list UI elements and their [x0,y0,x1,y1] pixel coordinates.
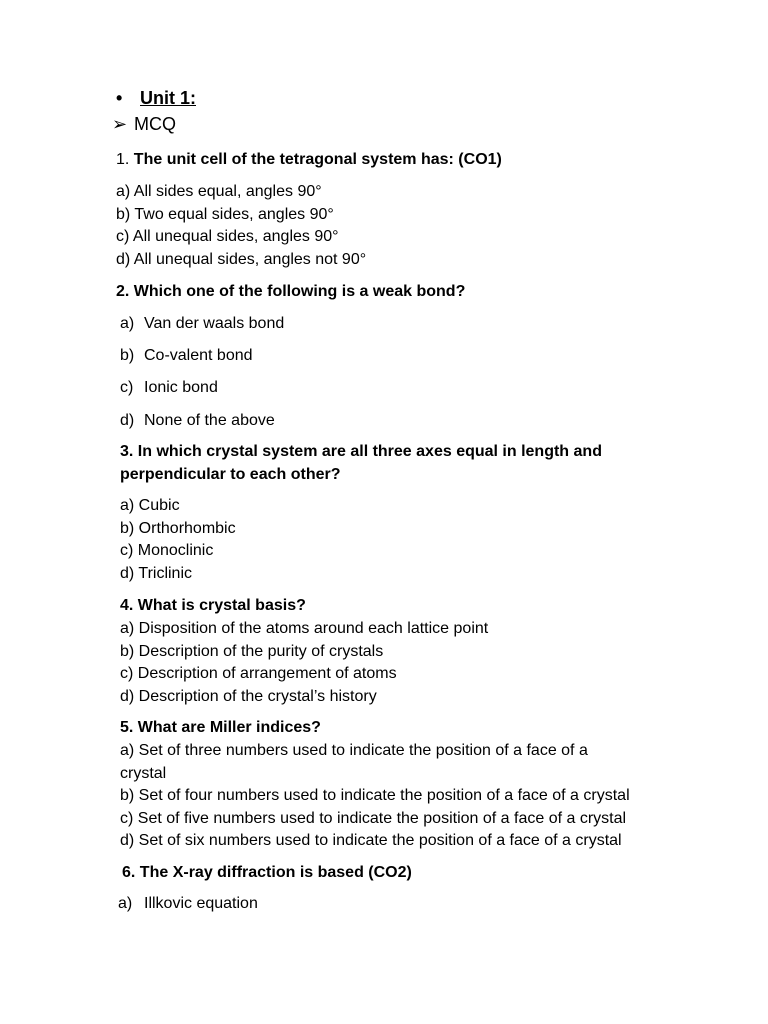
option-c [120,377,284,400]
unit-heading [116,88,196,109]
question-3-options [120,495,236,585]
option-d [120,410,284,433]
option-label: d) [120,411,135,429]
bullet-icon: • [116,88,123,108]
question-line-1 [120,441,602,464]
option-a: a) All sides equal, angles 90° [116,183,322,200]
option-b [120,345,284,368]
question-number: 5. [120,719,134,736]
option-d: d) All unequal sides, angles not 90° [116,250,367,268]
option-d: d) Description of the crystal’s history [120,687,377,705]
option-text: None of the above [144,411,275,429]
question-4-options [120,618,488,708]
unit-title: Unit 1: [140,88,196,108]
question-number: 1. [116,151,130,168]
option-label: c) [120,379,134,397]
option-text: Van der waals bond [144,315,285,332]
section-label: MCQ [134,114,176,134]
option-c: c) All unequal sides, angles 90° [116,228,339,245]
question-1 [116,149,502,172]
option-d: d) Set of six numbers used to indicate the position of a face of a crystal [120,832,622,849]
question-number: 4. [120,597,134,614]
option-c: c) Description of arrangement of atoms [120,665,397,682]
option-text: Co-valent bond [144,347,253,365]
option-label: a) [120,315,135,332]
arrow-bullet-icon: ➢ [112,114,128,134]
option-c: c) Set of five numbers used to indicate the position of a face of a crystal [120,809,627,827]
question-2-options [120,313,284,442]
question-text: In which crystal system are all three axes equal in length and [137,443,602,460]
question-text: Which one of the following is a weak bond? [133,283,466,300]
question-text: What is crystal basis? [137,597,306,614]
question-6 [122,862,412,885]
option-a: a) Cubic [120,497,180,514]
option-text: Ionic bond [144,379,218,397]
section-heading [112,114,176,135]
option-a: a) Set of three numbers used to indicate the position of a face of a [120,742,588,759]
option-a-continued: crystal [120,764,167,782]
question-text: The X-ray diffraction is based (CO2) [139,864,412,881]
question-line-2: perpendicular to each other? [120,465,341,483]
question-3 [120,441,602,486]
question-2 [116,281,465,304]
option-label: b) [120,347,135,365]
question-text: The unit cell of the tetragonal system has: (CO1) [133,151,502,168]
question-4 [120,595,306,618]
question-6-options [118,893,258,925]
option-c: c) Monoclinic [120,542,214,559]
question-1-options [116,181,366,271]
option-label: a) [118,895,133,912]
option-d: d) Triclinic [120,564,193,582]
option-b: b) Orthorhombic [120,519,236,537]
option-b: b) Two equal sides, angles 90° [116,205,334,223]
option-a: a) Disposition of the atoms around each lattice point [120,620,489,637]
option-a [120,313,284,336]
question-5-options [120,740,630,853]
question-number: 3. [120,443,134,460]
option-b: b) Description of the purity of crystals [120,642,384,660]
option-b: b) Set of four numbers used to indicate the position of a face of a crystal [120,787,630,804]
question-5 [120,717,321,740]
option-text: Illkovic equation [144,895,258,912]
question-number: 2. [116,283,130,300]
option-a [118,893,258,916]
question-text: What are Miller indices? [137,719,321,736]
question-number: 6. [122,864,136,881]
